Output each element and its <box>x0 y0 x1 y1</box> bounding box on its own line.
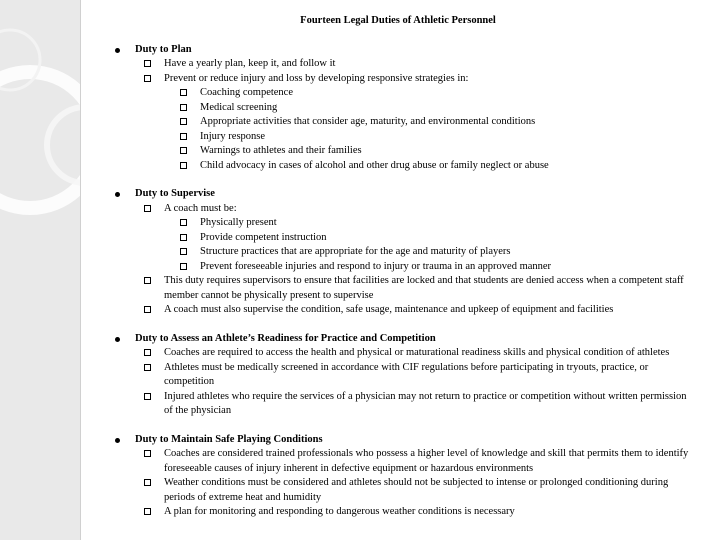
square-bullet-icon <box>144 364 151 371</box>
list-item <box>100 447 696 476</box>
square-bullet-icon <box>180 162 187 169</box>
slide-content <box>100 14 696 534</box>
sub-list-item <box>100 130 696 145</box>
square-bullet-icon <box>180 89 187 96</box>
square-bullet-icon <box>144 479 151 486</box>
sub-list-item-text: Injury response <box>200 130 266 142</box>
duty-heading <box>100 433 696 448</box>
duty-section <box>100 332 696 419</box>
sub-list-item-text: Provide competent instruction <box>200 231 327 243</box>
list-item <box>100 303 696 318</box>
sub-list-item <box>100 260 696 275</box>
square-bullet-icon <box>144 393 151 400</box>
bullet-dot-icon <box>115 192 120 197</box>
duty-heading <box>100 43 696 58</box>
square-bullet-icon <box>144 349 151 356</box>
duty-heading-text: Duty to Assess an Athlete’s Readiness for Practice and Competition <box>135 332 436 344</box>
list-item-text: Coaches are considered trained professionals who possess a higher level of knowledge and skill that permits them to identify foreseeable causes of injury inherent in defective equipment or hazardous environments <box>164 448 689 474</box>
decorative-circles <box>0 0 80 540</box>
sub-list-item <box>100 159 696 174</box>
duty-section <box>100 43 696 174</box>
list-item-text: Coaches are required to access the health and physical or maturational readiness skills and physical condition of athletes <box>164 347 670 358</box>
square-bullet-icon <box>180 118 187 125</box>
square-bullet-icon <box>180 234 187 241</box>
square-bullet-icon <box>180 133 187 140</box>
sub-list-item <box>100 231 696 246</box>
duty-heading <box>100 332 696 347</box>
square-bullet-icon <box>180 248 187 255</box>
square-bullet-icon <box>144 306 151 313</box>
duty-heading-text: Duty to Maintain Safe Playing Conditions <box>135 433 323 445</box>
decorative-side-panel <box>0 0 80 540</box>
list-item-text: A coach must also supervise the condition, safe usage, maintenance and upkeep of equipment and facilities <box>164 304 614 315</box>
list-item-text: Have a yearly plan, keep it, and follow it <box>164 58 336 69</box>
list-item <box>100 505 696 520</box>
sub-list-item-text: Structure practices that are appropriate for the age and maturity of players <box>200 246 511 257</box>
list-item <box>100 57 696 72</box>
list-item <box>100 476 696 505</box>
list-item <box>100 361 696 390</box>
sub-list-item-text: Warnings to athletes and their families <box>200 145 362 156</box>
square-bullet-icon <box>180 104 187 111</box>
square-bullet-icon <box>144 75 151 82</box>
page-title: Fourteen Legal Duties of Athletic Personnel <box>300 15 496 26</box>
sub-list-item <box>100 101 696 116</box>
square-bullet-icon <box>144 450 151 457</box>
square-bullet-icon <box>144 508 151 515</box>
square-bullet-icon <box>180 263 187 270</box>
duty-heading <box>100 187 696 202</box>
list-item-text: A coach must be: <box>164 202 237 214</box>
square-bullet-icon <box>180 147 187 154</box>
sub-list-item-text: Coaching competence <box>200 87 294 98</box>
list-item <box>100 72 696 87</box>
duties-list <box>100 43 696 520</box>
duty-heading-text: Duty to Supervise <box>135 188 215 199</box>
square-bullet-icon <box>180 219 187 226</box>
sub-list-item <box>100 86 696 101</box>
sub-list-item-text: Child advocacy in cases of alcohol and other drug abuse or family neglect or abuse <box>200 159 549 171</box>
duty-heading-text: Duty to Plan <box>135 43 192 55</box>
sub-list-item <box>100 115 696 130</box>
sub-list-item <box>100 245 696 260</box>
sub-list-item <box>100 216 696 231</box>
list-item-text: Weather conditions must be considered and athletes should not be subjected to intense or prolonged conditioning during periods of extreme heat and humidity <box>164 477 669 503</box>
square-bullet-icon <box>144 205 151 212</box>
sub-list-item <box>100 144 696 159</box>
bullet-dot-icon <box>115 48 120 53</box>
sub-list-item-text: Appropriate activities that consider age, maturity, and environmental conditions <box>200 116 536 127</box>
list-item-text: Prevent or reduce injury and loss by developing responsive strategies in: <box>164 72 469 84</box>
list-item <box>100 202 696 217</box>
list-item-text: Athletes must be medically screened in accordance with CIF regulations before participating in tryouts, practice, or competition <box>164 361 649 387</box>
square-bullet-icon <box>144 277 151 284</box>
bullet-dot-icon <box>115 337 120 342</box>
duty-section <box>100 433 696 520</box>
list-item-text: This duty requires supervisors to ensure that facilities are locked and that students are denied access when a competent staff member cannot be physically present to supervise <box>164 275 684 301</box>
panel-divider <box>80 0 81 540</box>
sub-list-item-text: Prevent foreseeable injuries and respond to injury or trauma in an approved manner <box>200 260 552 272</box>
sub-list-item-text: Medical screening <box>200 101 278 113</box>
list-item <box>100 274 696 303</box>
duty-section <box>100 187 696 318</box>
list-item-text: Injured athletes who require the services of a physician may not return to practice or competition without written permission of the physician <box>164 390 687 416</box>
sub-list-item-text: Physically present <box>200 217 277 228</box>
square-bullet-icon <box>144 60 151 67</box>
list-item <box>100 346 696 361</box>
bullet-dot-icon <box>115 438 120 443</box>
list-item <box>100 390 696 419</box>
list-item-text: A plan for monitoring and responding to dangerous weather conditions is necessary <box>164 506 515 517</box>
